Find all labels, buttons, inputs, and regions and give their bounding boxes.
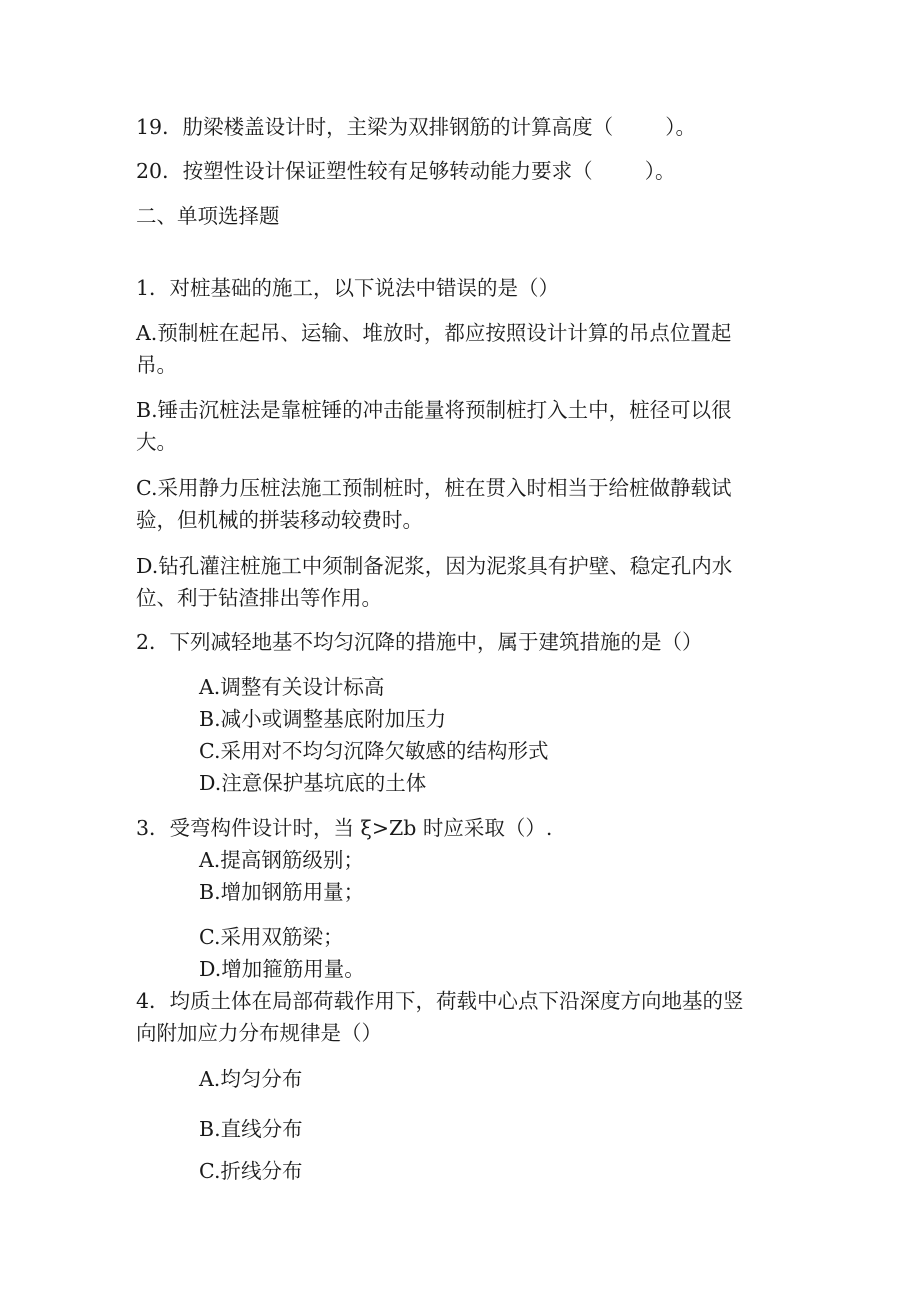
question-4-stem: 4．均质土体在局部荷载作用下，荷载中心点下沿深度方向地基的竖 <box>136 989 744 1013</box>
question-1-option-c-cont: 验，但机械的拼装移动较费时。 <box>136 508 423 532</box>
question-1-option-b: B.锤击沉桩法是靠桩锤的冲击能量将预制桩打入土中，桩径可以很 <box>136 398 732 422</box>
question-3-option-d: D.增加箍筋用量。 <box>199 957 365 981</box>
question-4-option-a: A.均匀分布 <box>199 1067 303 1091</box>
question-1-option-d: D.钻孔灌注桩施工中须制备泥浆，因为泥浆具有护壁、稳定孔内水 <box>136 554 733 578</box>
question-2-stem: 2．下列减轻地基不均匀沉降的措施中，属于建筑措施的是（） <box>136 630 703 654</box>
question-3-stem: 3．受弯构件设计时，当 ξ>Zb 时应采取（）. <box>136 816 553 840</box>
question-2-option-a: A.调整有关设计标高 <box>199 675 385 699</box>
question-3-option-a: A.提高钢筋级别； <box>199 848 364 872</box>
question-4-option-c: C.折线分布 <box>199 1159 303 1183</box>
question-4-stem-cont: 向附加应力分布规律是（） <box>136 1021 382 1045</box>
question-19: 19．肋梁楼盖设计时，主梁为双排钢筋的计算高度（ ）。 <box>136 115 696 139</box>
question-1-option-d-cont: 位、利于钻渣排出等作用。 <box>136 586 382 610</box>
question-1-option-a-cont: 吊。 <box>136 353 177 377</box>
question-1-option-b-cont: 大。 <box>136 430 177 454</box>
question-20: 20．按塑性设计保证塑性较有足够转动能力要求（ ）。 <box>136 159 676 183</box>
question-1-option-c: C.采用静力压桩法施工预制桩时，桩在贯入时相当于给桩做静载试 <box>136 476 732 500</box>
section-title: 二、单项选择题 <box>136 204 280 228</box>
question-2-option-c: C.采用对不均匀沉降欠敏感的结构形式 <box>199 739 549 763</box>
question-3-option-b: B.增加钢筋用量； <box>199 880 365 904</box>
question-2-option-b: B.减小或调整基底附加压力 <box>199 707 447 731</box>
question-4-option-b: B.直线分布 <box>199 1117 303 1141</box>
question-3-option-c: C.采用双筋梁； <box>199 925 344 949</box>
question-1-stem: 1．对桩基础的施工，以下说法中错误的是（） <box>136 276 560 300</box>
question-2-option-d: D.注意保护基坑底的土体 <box>199 771 427 795</box>
question-1-option-a: A.预制桩在起吊、运输、堆放时，都应按照设计计算的吊点位置起 <box>136 321 732 345</box>
